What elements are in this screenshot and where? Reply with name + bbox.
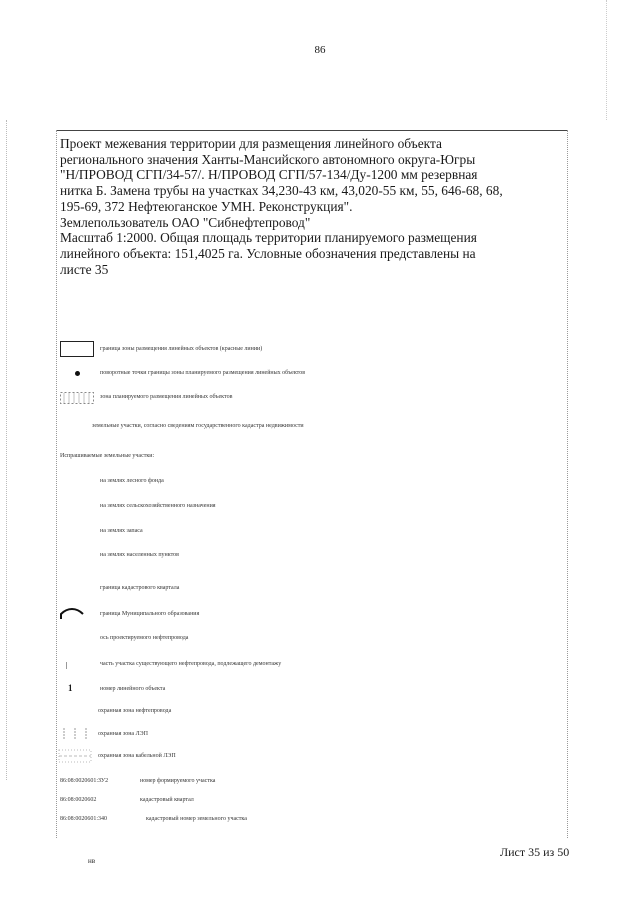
sheet-number: Лист 35 из 50 <box>500 845 570 859</box>
legend-label: номер линейного объекта <box>100 686 166 692</box>
legend-label: охранная зона ЛЭП <box>98 731 148 737</box>
title-line: Проект межевания территории для размещения линейного объекта <box>60 136 442 151</box>
page-edge-right <box>606 0 607 120</box>
legend-label: номер формируемого участка <box>140 778 216 784</box>
legend-label: земельные участки, согласно сведениям государственного кадастра недвижимости <box>92 423 304 429</box>
legend-label: на землях сельскохозяйственного назначения <box>100 503 216 509</box>
legend-label: охранная зона кабельной ЛЭП <box>98 753 176 759</box>
legend-label: поворотные точки границы зоны планируемого размещения линейных объектов <box>100 370 306 376</box>
legend-label: граница зоны размещения линейных объектов (красные линии) <box>100 346 263 352</box>
power-line-zone-icon <box>60 727 90 741</box>
title-line: Масштаб 1:2000. Общая площадь территории планируемого размещения <box>60 230 477 246</box>
title-line: листе 35 <box>60 261 109 277</box>
turning-point-icon <box>75 371 80 376</box>
legend-label: на землях лесного фонда <box>100 478 164 484</box>
title-line: регионального значения Ханты-Мансийского автономного округа-Югры <box>60 151 476 167</box>
legend-row <box>0 751 640 765</box>
legend-row <box>0 422 640 436</box>
page-edge-left <box>6 120 7 780</box>
legend-label: граница кадастрового квартала <box>100 585 180 591</box>
legend-label: охранная зона нефтепровода <box>98 708 172 714</box>
legend-label: на землях населенных пунктов <box>100 552 179 558</box>
demolition-mark-icon <box>66 662 67 669</box>
legend-row <box>0 777 640 791</box>
title-line: линейного объекта: 151,4025 га. Условные обозначения представлены на <box>60 245 476 261</box>
title-line: нитка Б. Замена трубы на участках 34,230-43 км, 43,020-55 км, 55, 646-68, 68, <box>60 183 503 199</box>
legend-row <box>0 634 640 648</box>
legend-row <box>0 815 640 829</box>
legend-row <box>0 584 640 598</box>
legend-row <box>0 369 640 383</box>
planned-zone-hatch-icon <box>60 392 94 404</box>
document-title <box>60 136 540 277</box>
title-line: 195-69, 372 Нефтеюганское УМН. Реконструкция". <box>60 198 353 214</box>
legend-code: 86:08:0020601:ЗУ2 <box>60 778 109 784</box>
line-number-marker-icon: 1 <box>68 683 73 693</box>
legend-row <box>0 707 640 721</box>
municipal-boundary-icon <box>60 608 84 620</box>
legend-code: 86:08:0020601:340 <box>60 816 108 822</box>
footer-mark: нв <box>88 857 96 865</box>
legend-row <box>0 796 640 810</box>
cable-line-zone-icon <box>58 749 92 763</box>
legend-row <box>0 502 640 516</box>
legend-row <box>0 729 640 743</box>
legend-row <box>0 659 640 673</box>
legend-label: кадастровый квартал <box>140 797 194 803</box>
legend-row <box>0 452 640 466</box>
legend-code: 86:08:0020602 <box>60 797 97 803</box>
zone-boundary-rect-icon <box>60 341 94 357</box>
legend-heading: Испрашиваемые земельные участки: <box>60 453 155 459</box>
legend-row <box>0 609 640 623</box>
legend-label: кадастровый номер земельного участка <box>146 816 247 822</box>
page-number: 86 <box>314 44 326 56</box>
legend-row <box>0 684 640 698</box>
legend-row <box>0 477 640 491</box>
legend-row <box>0 392 640 406</box>
title-line: Землепользователь ОАО "Сибнефтепровод" <box>60 214 311 230</box>
legend-label: граница Муниципального образования <box>100 611 200 617</box>
legend-row <box>0 527 640 541</box>
legend-label: зона планируемого размещения линейных объектов <box>100 394 233 400</box>
legend-label: ось проектируемого нефтепровода <box>100 635 189 641</box>
legend-row <box>0 551 640 565</box>
title-line: "Н/ПРОВОД СГП/34-57/. Н/ПРОВОД СГП/57-134/Ду-1200 мм резервная <box>60 167 478 183</box>
legend-label: на землях запаса <box>100 528 143 534</box>
legend-label: часть участка существующего нефтепровода, подлежащего демонтажу <box>100 661 282 667</box>
legend-row <box>0 343 640 357</box>
